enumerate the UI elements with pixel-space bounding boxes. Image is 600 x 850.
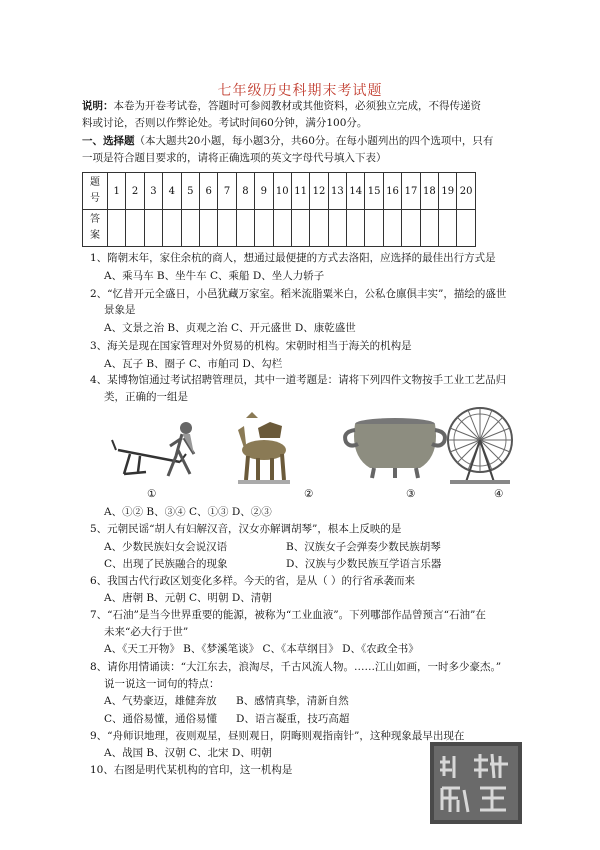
answer-number: 4 [163, 173, 181, 210]
answer-table-number-row [83, 173, 476, 210]
question-7-options: A、《天工开物》 B、《梦溪笔谈》 C、《本草纲目》 D、《农政全书》 [104, 643, 419, 655]
question-8-option-a: A、气势豪迈，雄健奔放 [104, 695, 217, 707]
question-3-stem: 3、海关是现在国家管理对外贸易的机构。宋朝时相当于海关的机构是 [90, 340, 412, 352]
answer-number: 19 [439, 173, 457, 210]
question-3-options: A、瓦子 B、圈子 C、市舶司 D、勾栏 [104, 358, 283, 370]
question-2-stem: 2、“忆昔开元全盛日，小邑犹藏万家室。稻米流脂粟米白，公私仓廪俱丰实”，描绘的盛世 [90, 288, 507, 300]
answer-cell[interactable] [144, 210, 162, 247]
figure-label-3: ③ [406, 488, 416, 500]
answer-cell[interactable] [163, 210, 181, 247]
question-8-option-c: C、通俗易懂，通俗易懂 [104, 713, 218, 725]
question-4-options: A、①② B、③④ C、①③ D、②③ [104, 506, 272, 518]
answer-cell[interactable] [108, 210, 126, 247]
plough-figure [110, 410, 206, 486]
question-4-stem-cont: 类，正确的一组是 [104, 391, 188, 403]
question-2-stem-cont: 景象是 [104, 304, 136, 316]
question-8-option-d: D、语言凝重，技巧高超 [236, 713, 350, 725]
answer-number: 3 [144, 173, 162, 210]
question-5-stem: 5、元朝民谣“胡人有妇解汉音，汉女亦解调胡琴”，根本上反映的是 [90, 523, 402, 535]
question-2-options: A、文景之治 B、贞观之治 C、开元盛世 D、康乾盛世 [104, 322, 356, 334]
intro-line-2: 料或讨论，否则以作弊论处。考试时间60分钟，满分100分。 [82, 117, 368, 129]
answer-cell[interactable] [439, 210, 457, 247]
ferris-wheel-figure [440, 402, 520, 486]
answer-table-header-number: 题 号 [83, 173, 108, 210]
answer-cell[interactable] [402, 210, 420, 247]
bronze-vessel-figure [340, 410, 450, 482]
intro-line-1 [82, 98, 481, 115]
section1-line-1 [82, 133, 493, 150]
camel-figure [232, 404, 296, 488]
answer-cell[interactable] [255, 210, 273, 247]
answer-number: 7 [218, 173, 236, 210]
question-5-option-c: C、出现了民族融合的现象 [104, 558, 228, 570]
question-6-options: A、唐朝 B、元朝 C、明朝 D、清朝 [104, 592, 272, 604]
question-10-stem: 10、右图是明代某机构的官印，这一机构是 [90, 764, 293, 776]
question-8-option-b: B、感情真挚，清新自然 [236, 695, 349, 707]
answer-cell[interactable] [420, 210, 438, 247]
question-1-stem: 1、隋朝末年，家住余杭的商人，想通过最便捷的方式去洛阳，应选择的最佳出行方式是 [90, 252, 496, 264]
intro-label: 说明： [82, 100, 114, 112]
question-5-option-b: B、汉族女子会弹奏少数民族胡琴 [286, 541, 441, 553]
answer-table-answer-row [83, 210, 476, 247]
answer-cell[interactable] [181, 210, 199, 247]
answer-number: 14 [347, 173, 365, 210]
answer-number: 15 [365, 173, 383, 210]
answer-cell[interactable] [383, 210, 401, 247]
section1-heading: 一、选择题 [82, 135, 135, 147]
question-6-stem: 6、我国古代行政区划变化多样。今天的省，是从（ ）的行省承袭而来 [90, 575, 416, 587]
question-5-option-d: D、汉族与少数民族互学语言乐器 [286, 558, 442, 570]
answer-number: 16 [383, 173, 401, 210]
answer-cell[interactable] [199, 210, 217, 247]
answer-number: 9 [255, 173, 273, 210]
figure-label-2: ② [304, 488, 314, 500]
section1-line-2: 一项是符合题目要求的，请将正确选项的英文字母代号填入下表） [82, 152, 387, 164]
answer-number: 2 [126, 173, 144, 210]
question-4-stem: 4、某博物馆通过考试招聘管理员，其中一道考题是：请将下列四件文物按手工业工艺品归 [90, 374, 507, 386]
answer-number: 20 [457, 173, 475, 210]
question-9-options: A、战国 B、汉朝 C、北宋 D、明朝 [104, 747, 272, 759]
answer-table-header-answer: 答 案 [83, 210, 108, 247]
figure-label-1: ① [147, 488, 157, 500]
answer-cell[interactable] [273, 210, 291, 247]
answer-cell[interactable] [457, 210, 475, 247]
official-seal-image [430, 742, 522, 824]
answer-number: 13 [328, 173, 346, 210]
section1-text-1: （本大题共20小题，每小题3分，共60分。在每小题列出的四个选项中，只有 [134, 135, 494, 147]
question-5-option-a: A、少数民族妇女会说汉语 [104, 541, 228, 553]
answer-number: 12 [310, 173, 328, 210]
question-8-stem-cont: 说一说这一词句的特点： [104, 678, 220, 690]
answer-number: 11 [291, 173, 309, 210]
question-9-stem: 9、“舟师识地理，夜则观星，昼则观日，阴晦则观指南针”，这种现象最早出现在 [90, 730, 465, 742]
answer-cell[interactable] [365, 210, 383, 247]
answer-number: 6 [199, 173, 217, 210]
answer-number: 17 [402, 173, 420, 210]
answer-cell[interactable] [310, 210, 328, 247]
answer-cell[interactable] [291, 210, 309, 247]
answer-cell[interactable] [328, 210, 346, 247]
answer-cell[interactable] [236, 210, 254, 247]
answer-number: 1 [108, 173, 126, 210]
answer-table [82, 172, 476, 247]
answer-number: 8 [236, 173, 254, 210]
answer-cell[interactable] [126, 210, 144, 247]
exam-title: 七年级历史科期末考试题 [217, 83, 383, 99]
figure-label-4: ④ [494, 488, 504, 500]
question-7-stem-cont: 未来“必大行于世” [104, 626, 189, 638]
intro-text-1: 本卷为开卷考试卷，答题时可参阅教材或其他资料，必须独立完成，不得传递资 [113, 100, 481, 112]
answer-cell[interactable] [218, 210, 236, 247]
answer-number: 10 [273, 173, 291, 210]
answer-number: 18 [420, 173, 438, 210]
question-8-stem: 8、请你用情诵读：“大江东去，浪淘尽，千古风流人物。……江山如画，一时多少豪杰。” [90, 661, 502, 673]
answer-number: 5 [181, 173, 199, 210]
question-7-stem: 7、“石油”是当今世界重要的能源，被称为“工业血液”。下列哪部作品曾预言“石油”在 [90, 609, 486, 621]
question-1-options: A、乘马车 B、坐牛车 C、乘船 D、坐人力轿子 [104, 270, 325, 282]
answer-cell[interactable] [347, 210, 365, 247]
